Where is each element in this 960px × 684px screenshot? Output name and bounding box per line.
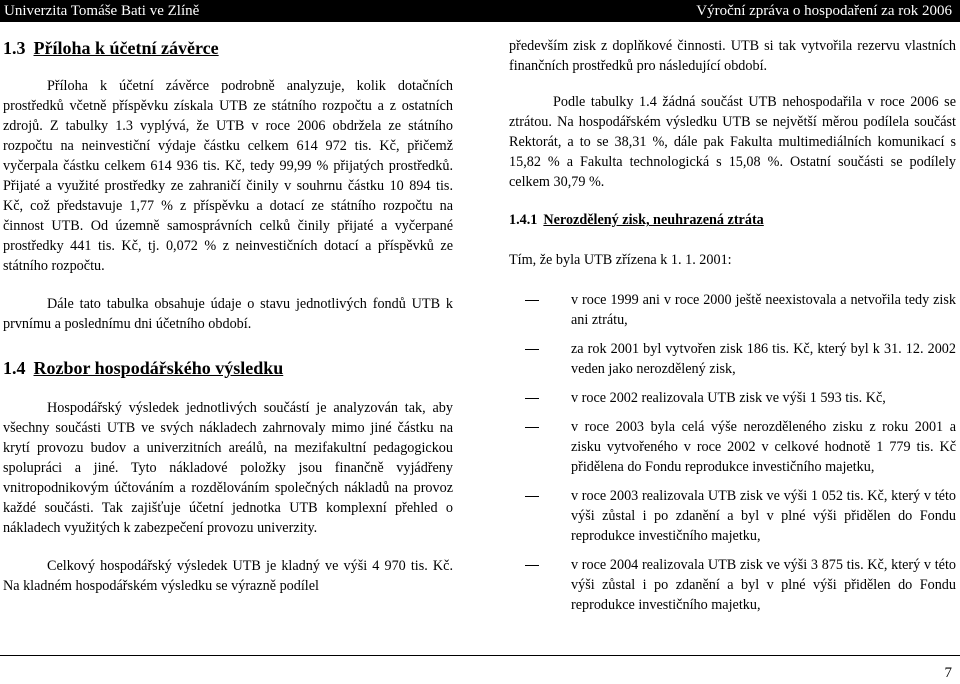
section-number: 1.4: [3, 358, 26, 378]
section-number: 1.4.1: [509, 212, 538, 228]
page-number: 7: [944, 665, 952, 681]
paragraph-funding-analysis: Příloha k účetní závěrce podrobně analyzuje, kolik dotačních prostředků včetně příspěvku získala UTB ze státního rozpočtu a z ostatních zdrojů. Z tabulky 1.3 vyplývá, že UTB v roce 2006 obdržela ze státního rozpočtu na neinvestiční výdaje částku celkem 614 972 tis. Kč, přičemž vyčerpala částku celkem 614 936 tis. Kč, tedy 99,99 % přijatých prostředků. Přijaté a využité prostředky ze zahraničí činily v souhrnu částku 10 894 tis. Kč, což představuje 1,77 % z příspěvku a dotací ze státního rozpočtu na činnost UTB. Od územně samosprávních celků činily přijaté a vyčerpané prostředky 441 tis. Kč, tj. 0,072 % z neinvestičních dotací a příspěvků ze státního rozpočtu.: [3, 78, 453, 274]
paragraph-continuation: především zisk z doplňkové činnosti. UTB si tak vytvořila rezervu vlastních finančních prostředků pro následující období.: [509, 38, 956, 74]
footer-divider: [0, 655, 960, 656]
list-intro: Tím, že byla UTB zřízena k 1. 1. 2001:: [509, 252, 732, 268]
paragraph-economic-result: Hospodářský výsledek jednotlivých součástí je analyzován tak, aby všechny součásti UTB ve svých nákladech zahrnovaly mimo jiné částku na krytí provozu budov a univerzitních areálů, na mezifakultní pedagogickou spolupráci a jiné. Tyto nákladové položky jsou finančně vyjádřeny vnitropodnikovým účtováním a rozdělováním společných nákladů na provoz každé součásti. Tak zajišťuje účetní jednotka UTB komplexní přehled o nákladech využitých k zabezpečení provozu univerzity.: [3, 400, 453, 536]
right-column: [509, 36, 956, 624]
paragraph-components-share: Podle tabulky 1.4 žádná součást UTB nehospodařila v roce 2006 se ztrátou. Na hospodářském výsledku UTB se největší měrou podílela součást Rektorát, a to se 38,31 %, dále pak Fakulta multimediálních komunikací s 15,82 % a Fakulta technologická s 15,08 %. Ostatní součásti se podílely celkem 30,79 %.: [509, 94, 956, 190]
list-item: v roce 2004 realizovala UTB zisk ve výši 3 875 tis. Kč, který v této výši zůstal i po zdanění a byl v plné výši přidělen do Fondu reprodukce investičního majetku,: [509, 555, 956, 615]
section-number: 1.3: [3, 38, 26, 58]
page-header: [0, 0, 960, 22]
section-1-4-1-heading: [509, 210, 956, 230]
list-item: za rok 2001 byl vytvořen zisk 186 tis. Kč, který byl k 31. 12. 2002 veden jako nerozdělený zisk,: [509, 339, 956, 379]
dash-bullet-icon: [525, 349, 539, 350]
section-title: Příloha k účetní závěrce: [33, 38, 219, 58]
dash-bullet-icon: [525, 427, 539, 428]
list-item: v roce 2003 byla celá výše nerozděleného zisku z roku 2001 a zisku vytvořeného v roce 2002 v celkové hodnotě 1 779 tis. Kč přidělena do Fondu reprodukce investičního majetku,: [509, 417, 956, 477]
section-1-4-heading: [3, 356, 453, 380]
list-item: v roce 2002 realizovala UTB zisk ve výši 1 593 tis. Kč,: [509, 388, 956, 408]
paragraph-total-result: Celkový hospodářský výsledek UTB je kladný ve výši 4 970 tis. Kč. Na kladném hospodářském výsledku se výrazně podílel: [3, 558, 453, 594]
paragraph-funds-state: Dále tato tabulka obsahuje údaje o stavu jednotlivých fondů UTB k prvnímu a poslednímu dni účetního období.: [3, 296, 453, 332]
section-1-3-heading: [3, 36, 453, 60]
header-report-title: Výroční zpráva o hospodaření za rok 2006: [696, 3, 952, 19]
dash-bullet-icon: [525, 496, 539, 497]
section-title: Rozbor hospodářského výsledku: [33, 358, 284, 378]
list-item: v roce 2003 realizovala UTB zisk ve výši 1 052 tis. Kč, který v této výši zůstal i po zdanění a byl v plné výši přidělen do Fondu reprodukce investičního majetku,: [509, 486, 956, 546]
dash-bullet-icon: [525, 398, 539, 399]
dash-bullet-icon: [525, 300, 539, 301]
header-university: Univerzita Tomáše Bati ve Zlíně: [4, 3, 200, 19]
list-item: v roce 1999 ani v roce 2000 ještě neexistovala a netvořila tedy zisk ani ztrátu,: [509, 290, 956, 330]
dash-bullet-icon: [525, 565, 539, 566]
profit-history-list: [509, 290, 956, 615]
left-column: [3, 36, 453, 596]
section-title: Nerozdělený zisk, neuhrazená ztráta: [543, 212, 764, 228]
